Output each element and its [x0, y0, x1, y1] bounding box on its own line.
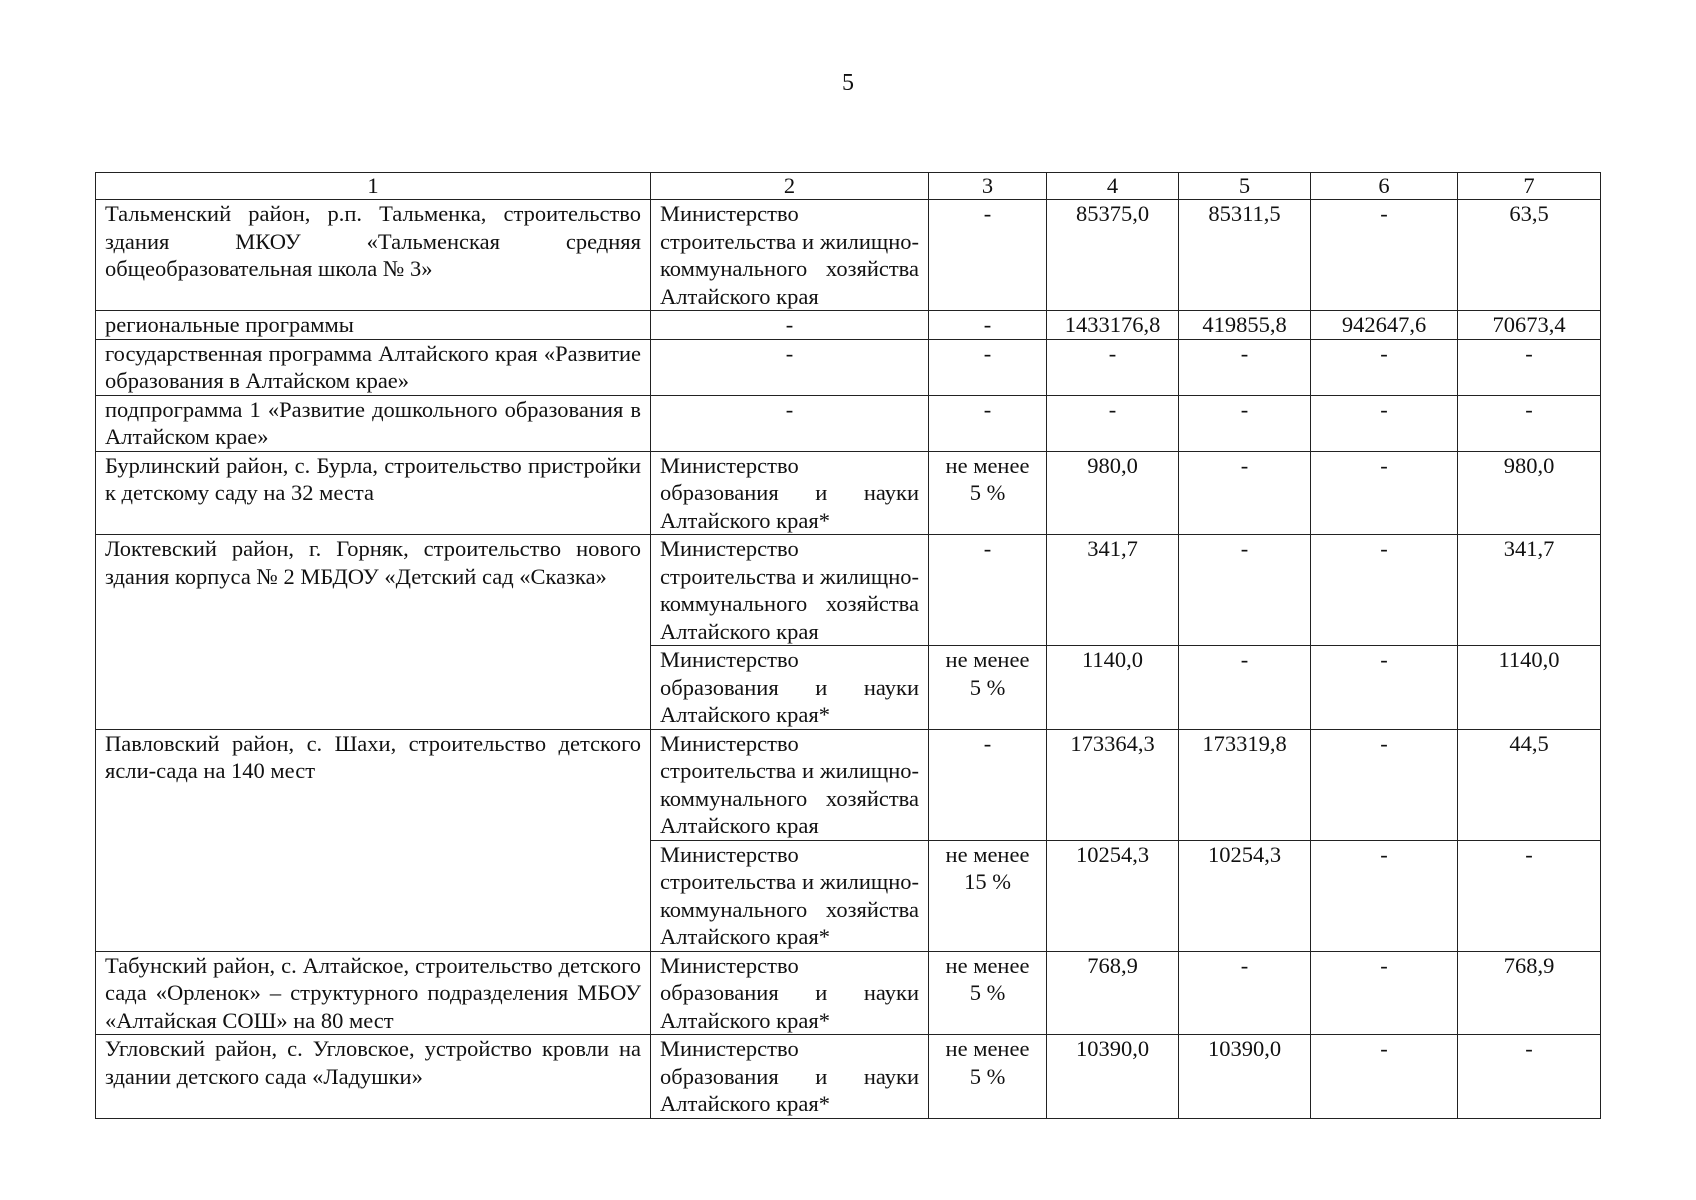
table-row — [96, 311, 1601, 340]
value-cell-4: - — [1047, 339, 1179, 395]
table-row — [96, 729, 1601, 840]
object-cell: Павловский район, с. Шахи, строительство детского ясли-сада на 140 мест — [96, 729, 651, 951]
value-cell-7: - — [1458, 395, 1601, 451]
value-cell-6: - — [1311, 535, 1458, 646]
ministry-cell: Министерство образования и науки Алтайского края* — [651, 451, 929, 535]
column-number-row — [96, 173, 1601, 200]
share-cell: не менее 5 % — [929, 951, 1047, 1035]
share-cell: - — [929, 339, 1047, 395]
value-cell-7: 768,9 — [1458, 951, 1601, 1035]
value-cell-5: - — [1179, 451, 1311, 535]
value-cell-6: - — [1311, 395, 1458, 451]
column-header: 5 — [1179, 173, 1311, 200]
ministry-cell: - — [651, 311, 929, 340]
value-cell-5: 10390,0 — [1179, 1035, 1311, 1119]
ministry-cell: Министерство строительства и жилищно-коммунального хозяйства Алтайского края — [651, 200, 929, 311]
object-cell: Тальменский район, р.п. Тальменка, строительство здания МКОУ «Тальменская средняя общеобразовательная школа № 3» — [96, 200, 651, 311]
ministry-cell: - — [651, 339, 929, 395]
page-number: 5 — [842, 70, 854, 96]
ministry-cell: Министерство строительства и жилищно-коммунального хозяйства Алтайского края — [651, 729, 929, 840]
share-cell: не менее 15 % — [929, 840, 1047, 951]
value-cell-5: - — [1179, 395, 1311, 451]
table-row — [96, 1035, 1601, 1119]
value-cell-7: 70673,4 — [1458, 311, 1601, 340]
value-cell-5: - — [1179, 535, 1311, 646]
value-cell-6: - — [1311, 339, 1458, 395]
table-row — [96, 535, 1601, 646]
value-cell-7: - — [1458, 840, 1601, 951]
column-header: 4 — [1047, 173, 1179, 200]
value-cell-4: 341,7 — [1047, 535, 1179, 646]
value-cell-6: 942647,6 — [1311, 311, 1458, 340]
value-cell-5: - — [1179, 646, 1311, 730]
value-cell-5: 173319,8 — [1179, 729, 1311, 840]
value-cell-6: - — [1311, 1035, 1458, 1119]
column-header: 6 — [1311, 173, 1458, 200]
object-cell: Табунский район, с. Алтайское, строительство детского сада «Орленок» – структурного подразделения МБОУ «Алтайская СОШ» на 80 мест — [96, 951, 651, 1035]
value-cell-6: - — [1311, 729, 1458, 840]
ministry-cell: Министерство строительства и жилищно-коммунального хозяйства Алтайского края — [651, 535, 929, 646]
value-cell-6: - — [1311, 840, 1458, 951]
value-cell-4: 10390,0 — [1047, 1035, 1179, 1119]
value-cell-4: 980,0 — [1047, 451, 1179, 535]
funding-table — [95, 172, 1601, 1119]
value-cell-4: 173364,3 — [1047, 729, 1179, 840]
ministry-cell: Министерство строительства и жилищно-коммунального хозяйства Алтайского края* — [651, 840, 929, 951]
value-cell-6: - — [1311, 646, 1458, 730]
ministry-cell: Министерство образования и науки Алтайского края* — [651, 646, 929, 730]
share-cell: не менее 5 % — [929, 451, 1047, 535]
value-cell-5: 85311,5 — [1179, 200, 1311, 311]
column-header: 1 — [96, 173, 651, 200]
object-cell: Локтевский район, г. Горняк, строительство нового здания корпуса № 2 МБДОУ «Детский сад «Сказка» — [96, 535, 651, 730]
object-cell: региональные программы — [96, 311, 651, 340]
object-cell: подпрограмма 1 «Развитие дошкольного образования в Алтайском крае» — [96, 395, 651, 451]
ministry-cell: Министерство образования и науки Алтайского края* — [651, 1035, 929, 1119]
table-row — [96, 451, 1601, 535]
share-cell: не менее 5 % — [929, 646, 1047, 730]
table-row — [96, 339, 1601, 395]
value-cell-6: - — [1311, 200, 1458, 311]
value-cell-4: 10254,3 — [1047, 840, 1179, 951]
value-cell-7: 980,0 — [1458, 451, 1601, 535]
value-cell-4: - — [1047, 395, 1179, 451]
value-cell-7: - — [1458, 339, 1601, 395]
value-cell-5: 419855,8 — [1179, 311, 1311, 340]
share-cell: - — [929, 311, 1047, 340]
column-header: 3 — [929, 173, 1047, 200]
value-cell-5: 10254,3 — [1179, 840, 1311, 951]
share-cell: - — [929, 200, 1047, 311]
share-cell: не менее 5 % — [929, 1035, 1047, 1119]
share-cell: - — [929, 729, 1047, 840]
value-cell-6: - — [1311, 451, 1458, 535]
value-cell-7: 1140,0 — [1458, 646, 1601, 730]
ministry-cell: Министерство образования и науки Алтайского края* — [651, 951, 929, 1035]
column-header: 2 — [651, 173, 929, 200]
value-cell-7: - — [1458, 1035, 1601, 1119]
object-cell: Угловский район, с. Угловское, устройство кровли на здании детского сада «Ладушки» — [96, 1035, 651, 1119]
value-cell-7: 44,5 — [1458, 729, 1601, 840]
column-header: 7 — [1458, 173, 1601, 200]
ministry-cell: - — [651, 395, 929, 451]
value-cell-4: 768,9 — [1047, 951, 1179, 1035]
table-row — [96, 200, 1601, 311]
share-cell: - — [929, 395, 1047, 451]
table-row — [96, 395, 1601, 451]
object-cell: государственная программа Алтайского края «Развитие образования в Алтайском крае» — [96, 339, 651, 395]
value-cell-4: 85375,0 — [1047, 200, 1179, 311]
value-cell-4: 1433176,8 — [1047, 311, 1179, 340]
table-row — [96, 951, 1601, 1035]
object-cell: Бурлинский район, с. Бурла, строительство пристройки к детскому саду на 32 места — [96, 451, 651, 535]
value-cell-4: 1140,0 — [1047, 646, 1179, 730]
value-cell-5: - — [1179, 339, 1311, 395]
value-cell-5: - — [1179, 951, 1311, 1035]
share-cell: - — [929, 535, 1047, 646]
value-cell-7: 341,7 — [1458, 535, 1601, 646]
value-cell-7: 63,5 — [1458, 200, 1601, 311]
value-cell-6: - — [1311, 951, 1458, 1035]
